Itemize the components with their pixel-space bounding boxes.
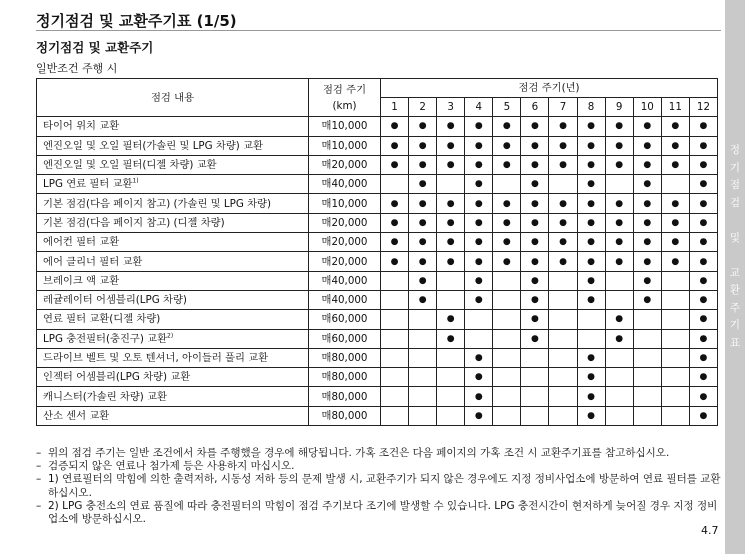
table-body [37,117,718,426]
schedule-dot: ● [605,155,633,174]
schedule-dot: ● [689,310,717,329]
header-year-11: 11 [661,98,689,117]
schedule-dot: ● [493,233,521,252]
schedule-dot: ● [465,117,493,136]
side-tab-char: 및 [729,231,741,244]
schedule-dot: ● [605,252,633,271]
table-row [37,233,718,252]
schedule-dot: ● [465,290,493,309]
schedule-dot: ● [409,290,437,309]
schedule-dot: ● [661,213,689,232]
side-tab-char: 환 [729,284,741,296]
header-year-5: 5 [493,98,521,117]
schedule-dot: ● [577,175,605,194]
schedule-dot: ● [577,348,605,367]
note-dash: – [36,460,42,473]
schedule-empty [549,387,577,406]
schedule-empty [381,290,409,309]
note-reference: 1) [132,177,139,185]
schedule-dot: ● [633,194,661,213]
schedule-dot: ● [493,117,521,136]
schedule-dot: ● [549,233,577,252]
schedule-dot: ● [689,194,717,213]
schedule-empty [605,348,633,367]
schedule-empty [465,329,493,348]
row-period: 매10,000 [309,136,381,155]
schedule-empty [549,406,577,425]
schedule-dot: ● [689,233,717,252]
table-row [37,252,718,271]
schedule-dot: ● [381,194,409,213]
schedule-empty [409,387,437,406]
schedule-dot: ● [521,194,549,213]
schedule-empty [493,348,521,367]
side-tab-char: 기 [729,161,741,174]
table-row [37,290,718,309]
schedule-empty [661,387,689,406]
table-row [37,406,718,425]
row-item: 캐니스터(가솔린 차량) 교환 [37,387,309,406]
schedule-dot: ● [661,194,689,213]
schedule-empty [549,348,577,367]
schedule-dot: ● [381,213,409,232]
schedule-dot: ● [689,348,717,367]
schedule-empty [493,329,521,348]
schedule-empty [549,271,577,290]
schedule-empty [409,310,437,329]
schedule-dot: ● [493,136,521,155]
schedule-dot: ● [577,233,605,252]
row-item: LPG 충전필터(충진구) 교환$^{2)}$ [37,329,309,348]
schedule-dot: ● [409,252,437,271]
section-title: 정기점검 및 교환주기 [36,40,154,55]
note-dash: – [36,499,42,512]
schedule-dot: ● [633,290,661,309]
row-period: 매40,000 [309,175,381,194]
schedule-dot: ● [437,155,465,174]
schedule-dot: ● [465,213,493,232]
schedule-empty [661,368,689,387]
schedule-dot: ● [689,117,717,136]
schedule-dot: ● [633,213,661,232]
schedule-dot: ● [465,175,493,194]
schedule-dot: ● [381,155,409,174]
row-item: 엔진오일 및 오일 필터(디젤 차량) 교환 [37,155,309,174]
row-item: 레귤레이터 어셈블리(LPG 차량) [37,290,309,309]
schedule-dot: ● [465,368,493,387]
chapter-side-tab-label [725,142,745,352]
schedule-dot: ● [689,368,717,387]
row-item: LPG 연료 필터 교환$^{1)}$ [37,175,309,194]
schedule-empty [605,271,633,290]
schedule-dot: ● [689,329,717,348]
schedule-dot: ● [437,194,465,213]
schedule-dot: ● [437,310,465,329]
schedule-empty [661,175,689,194]
header-year-6: 6 [521,98,549,117]
row-period: 매40,000 [309,271,381,290]
table-header-row [37,79,718,98]
schedule-dot: ● [577,213,605,232]
schedule-empty [437,348,465,367]
schedule-empty [381,348,409,367]
schedule-empty [633,368,661,387]
schedule-dot: ● [437,233,465,252]
schedule-dot: ● [633,136,661,155]
schedule-dot: ● [605,310,633,329]
schedule-empty [605,290,633,309]
note-dash: – [36,447,42,459]
header-year-8: 8 [577,98,605,117]
row-period: 매10,000 [309,194,381,213]
schedule-dot: ● [409,271,437,290]
schedule-dot: ● [521,290,549,309]
schedule-dot: ● [605,213,633,232]
schedule-dot: ● [689,155,717,174]
schedule-dot: ● [689,136,717,155]
schedule-dot: ● [521,117,549,136]
header-period-line2: (km) [332,99,357,112]
side-tab-char [725,247,745,265]
schedule-dot: ● [633,117,661,136]
schedule-empty [661,310,689,329]
schedule-empty [437,368,465,387]
schedule-dot: ● [633,252,661,271]
schedule-dot: ● [689,252,717,271]
schedule-dot: ● [409,155,437,174]
schedule-dot: ● [381,117,409,136]
row-period: 매60,000 [309,310,381,329]
schedule-empty [661,329,689,348]
schedule-empty [437,175,465,194]
row-item: 연료 필터 교환(디젤 차량) [37,310,309,329]
schedule-empty [633,387,661,406]
page-title: 정기점검 및 교환주기표 (1/5) [36,12,237,30]
row-item: 타이어 위치 교환 [37,117,309,136]
schedule-dot: ● [605,233,633,252]
row-item: 기본 점검(다음 페이지 참고) (가솔린 및 LPG 차량) [37,194,309,213]
schedule-empty [633,348,661,367]
schedule-dot: ● [465,194,493,213]
header-item: 점검 내용 [37,79,309,117]
schedule-dot: ● [409,175,437,194]
schedule-dot: ● [577,290,605,309]
schedule-empty [549,368,577,387]
schedule-dot: ● [633,271,661,290]
schedule-empty [493,310,521,329]
header-years: 점검 주기(년) [381,79,718,98]
schedule-empty [493,290,521,309]
schedule-dot: ● [549,136,577,155]
row-period: 매20,000 [309,233,381,252]
schedule-dot: ● [381,233,409,252]
schedule-empty [605,368,633,387]
row-item: 드라이브 벨트 및 오토 텐셔너, 아이들러 풀리 교환 [37,348,309,367]
table-row [37,368,718,387]
schedule-empty [409,406,437,425]
schedule-empty [465,310,493,329]
note-fuel-additive: – 검증되지 않은 연료나 첨가제 등은 사용하지 마십시오. [36,460,295,473]
schedule-dot: ● [437,329,465,348]
schedule-empty [437,290,465,309]
table-row [37,213,718,232]
schedule-empty [381,175,409,194]
schedule-empty [521,348,549,367]
header-year-12: 12 [689,98,717,117]
schedule-dot: ● [437,213,465,232]
schedule-dot: ● [577,252,605,271]
schedule-dot: ● [521,136,549,155]
schedule-dot: ● [605,136,633,155]
schedule-dot: ● [549,252,577,271]
schedule-dot: ● [577,194,605,213]
schedule-empty [381,271,409,290]
row-period: 매40,000 [309,290,381,309]
schedule-dot: ● [521,252,549,271]
side-tab-char: 검 [729,196,741,209]
table-row [37,155,718,174]
schedule-empty [577,329,605,348]
schedule-dot: ● [381,136,409,155]
side-tab-char: 정 [729,144,741,156]
schedule-empty [605,387,633,406]
side-tab-char: 표 [729,336,741,349]
row-item: 에어 클리너 필터 교환 [37,252,309,271]
table-row [37,329,718,348]
row-item: 에어컨 필터 교환 [37,233,309,252]
header-year-7: 7 [549,98,577,117]
table-row [37,117,718,136]
schedule-empty [493,387,521,406]
schedule-empty [549,290,577,309]
schedule-dot: ● [549,213,577,232]
schedule-dot: ● [465,233,493,252]
table-row [37,175,718,194]
schedule-dot: ● [577,136,605,155]
schedule-dot: ● [409,194,437,213]
schedule-dot: ● [577,117,605,136]
schedule-dot: ● [689,406,717,425]
note-reference: 2) [167,332,174,340]
row-period: 매60,000 [309,329,381,348]
schedule-dot: ● [437,252,465,271]
row-item: 기본 점검(다음 페이지 참고) (디젤 차량) [37,213,309,232]
schedule-empty [521,387,549,406]
header-year-2: 2 [409,98,437,117]
header-year-9: 9 [605,98,633,117]
schedule-dot: ● [465,136,493,155]
schedule-dot: ● [493,155,521,174]
schedule-dot: ● [577,368,605,387]
schedule-dot: ● [689,271,717,290]
schedule-empty [633,310,661,329]
schedule-empty [493,368,521,387]
header-year-4: 4 [465,98,493,117]
schedule-dot: ● [521,213,549,232]
schedule-dot: ● [437,117,465,136]
row-period: 매80,000 [309,348,381,367]
row-period: 매20,000 [309,213,381,232]
schedule-dot: ● [689,290,717,309]
schedule-empty [493,406,521,425]
schedule-empty [381,310,409,329]
schedule-empty [437,271,465,290]
schedule-empty [409,329,437,348]
row-period: 매80,000 [309,368,381,387]
schedule-empty [437,387,465,406]
row-period: 매10,000 [309,117,381,136]
header-year-10: 10 [633,98,661,117]
side-tab-char: 주 [729,301,741,314]
schedule-empty [661,271,689,290]
schedule-empty [549,175,577,194]
schedule-dot: ● [605,194,633,213]
schedule-empty [605,175,633,194]
table-row [37,348,718,367]
note-lpg-filter: – 2) LPG 충전소의 연료 품질에 따라 충전필터의 막힘이 점검 주기보다 조기에 발생할 수 있습니다. LPG 충전시간이 현저하게 늦어질 경우 지정 정비업소에 방문하십시오. [36,499,718,526]
schedule-dot: ● [549,194,577,213]
schedule-dot: ● [689,213,717,232]
schedule-dot: ● [437,136,465,155]
schedule-empty [381,406,409,425]
table-row [37,136,718,155]
table-row [37,271,718,290]
schedule-dot: ● [465,406,493,425]
schedule-empty [409,368,437,387]
schedule-dot: ● [465,348,493,367]
schedule-empty [661,406,689,425]
table-row [37,310,718,329]
schedule-dot: ● [521,310,549,329]
side-tab-char: 교 [729,266,741,279]
schedule-empty [661,348,689,367]
schedule-dot: ● [521,175,549,194]
schedule-dot: ● [661,252,689,271]
header-period-line1: 점검 주기 [322,83,367,96]
table-row [37,387,718,406]
schedule-empty [381,329,409,348]
schedule-dot: ● [409,213,437,232]
schedule-dot: ● [661,155,689,174]
schedule-empty [549,310,577,329]
schedule-dot: ● [493,194,521,213]
row-period: 매20,000 [309,155,381,174]
schedule-empty [661,290,689,309]
schedule-dot: ● [381,252,409,271]
schedule-dot: ● [409,117,437,136]
schedule-empty [521,368,549,387]
schedule-empty [549,329,577,348]
schedule-dot: ● [689,387,717,406]
note-general: – 위의 점검 주기는 일반 조건에서 차를 주행했을 경우에 해당됩니다. 가혹 조건은 다음 페이지의 가혹 조건 시 교환주기표를 참고하십시오. [36,447,670,459]
schedule-dot: ● [689,175,717,194]
title-divider [36,30,721,31]
note-fuel-filter: – 1) 연료필터의 막힘에 의한 출력저하, 시동성 저하 등의 문제 발생 시, 교환주기가 되지 않은 경우에도 지정 정비사업소에 방문하여 연료 필터를 교환 하십시오. [36,473,721,499]
schedule-dot: ● [465,271,493,290]
chapter-side-tab [725,0,745,554]
schedule-dot: ● [633,175,661,194]
schedule-dot: ● [577,271,605,290]
schedule-dot: ● [465,155,493,174]
schedule-dot: ● [521,155,549,174]
header-year-1: 1 [381,98,409,117]
row-item: 인젝터 어셈블리(LPG 차량) 교환 [37,368,309,387]
schedule-dot: ● [661,136,689,155]
row-item: 엔진오일 및 오일 필터(가솔린 및 LPG 차량) 교환 [37,136,309,155]
header-period [309,79,381,117]
row-item: 산소 센서 교환 [37,406,309,425]
maintenance-schedule-table [36,78,718,426]
row-period: 매80,000 [309,387,381,406]
page-number: 4.7 [701,524,719,537]
schedule-dot: ● [521,329,549,348]
schedule-dot: ● [465,252,493,271]
side-tab-char: 기 [729,319,741,331]
schedule-empty [381,368,409,387]
header-year-3: 3 [437,98,465,117]
schedule-dot: ● [633,155,661,174]
schedule-empty [437,406,465,425]
row-item: 브레이크 액 교환 [37,271,309,290]
driving-condition-label: 일반조건 주행 시 [36,62,118,75]
schedule-empty [605,406,633,425]
schedule-empty [577,310,605,329]
schedule-dot: ● [633,233,661,252]
notes [36,447,721,526]
table-row [37,194,718,213]
schedule-empty [633,406,661,425]
schedule-dot: ● [521,271,549,290]
row-period: 매80,000 [309,406,381,425]
schedule-dot: ● [493,252,521,271]
schedule-dot: ● [409,136,437,155]
schedule-dot: ● [605,117,633,136]
schedule-dot: ● [465,387,493,406]
schedule-dot: ● [409,233,437,252]
schedule-empty [493,175,521,194]
schedule-dot: ● [661,233,689,252]
schedule-dot: ● [661,117,689,136]
schedule-dot: ● [605,329,633,348]
row-period: 매20,000 [309,252,381,271]
side-tab-char: 점 [729,179,741,191]
schedule-empty [493,271,521,290]
schedule-dot: ● [577,387,605,406]
schedule-dot: ● [521,233,549,252]
schedule-empty [633,329,661,348]
schedule-dot: ● [577,406,605,425]
schedule-dot: ● [577,155,605,174]
schedule-empty [521,406,549,425]
schedule-dot: ● [549,155,577,174]
schedule-dot: ● [549,117,577,136]
side-tab-char [725,212,745,230]
schedule-dot: ● [493,213,521,232]
note-dash: – [36,473,42,486]
schedule-empty [381,387,409,406]
schedule-empty [409,348,437,367]
